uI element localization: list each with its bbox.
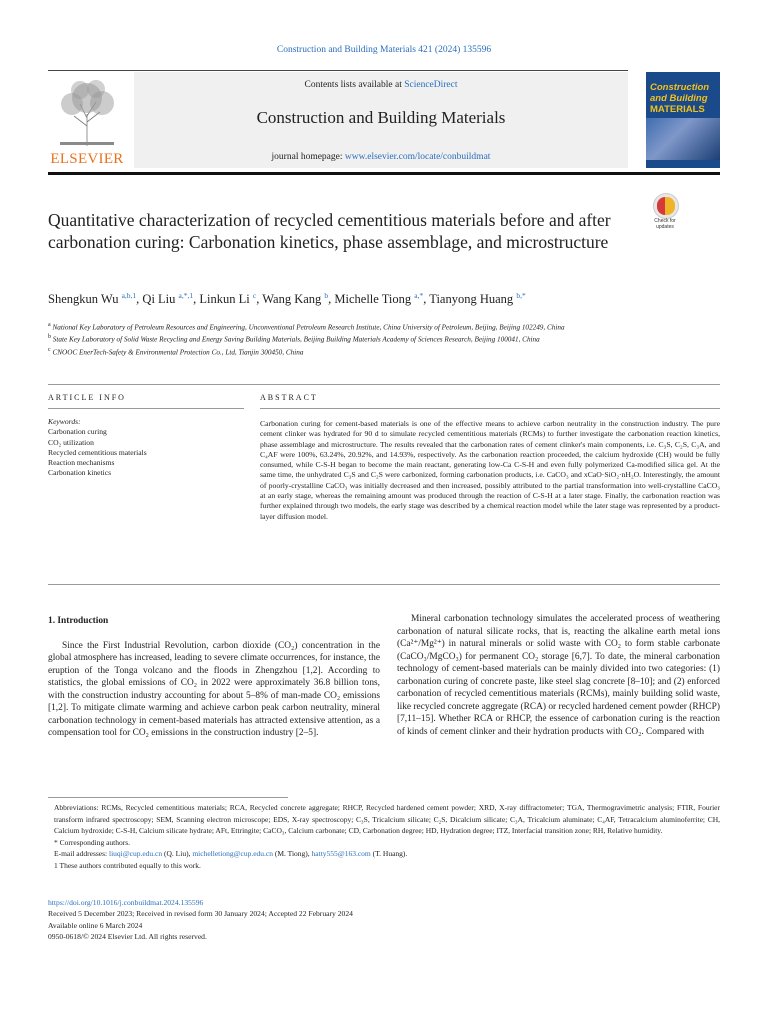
affiliation-a xyxy=(48,320,668,332)
affiliation-c xyxy=(48,345,668,357)
abbreviations-footnote: Abbreviations: RCMs, Recycled cementitious materials; RCA, Recycled concrete aggregate; RHCP, Recycled hardened cement powder; XRD, X-ray diffractometer; TGA, Thermogravimetric analysis; FTIR, Fourier transform infrared spectroscopy; SEM, Scanning electron microscope; EDS, X-ray spectroscopy; C₃S, Tricalcium silicate; C₂S, Dicalcium silicate; C₃A, Tricalcium aluminate; C₄AF, Tetracalcium aluminoferrite; CH, Calcium hydroxide; C-S-H, Calcium silicate hydrate; AFt, Ettringite; CaCO₃, Calcium carbonate; CD, Carbonation degree; HD, Hydration degree; ITZ, Interfacial transition zone; RH, Relative humidity. xyxy=(54,803,720,836)
corresponding-author-note: * Corresponding authors. xyxy=(54,837,131,847)
abstract-text: Carbonation curing for cement-based materials is one of the effective means to achieve carbon neutrality in the construction industry. The pure cement clinker was hydrated for 90 d to simulate recycled cementitious materials (RCMs) to further investigate the carbonation reaction kinetics, phase assemblage and microstructure. The results revealed that the carbonation rates of cement clinker's main components, i.e. C₃S, C₂S, C₃A, and C₄AF were 100%, 63.24%, 20.92%, and 14.93%, respectively. As the carbonation reaction proceeded, the calcium hydroxide (CH) would be fully consumed, while C-S-H began to become the main reactant, generating low-Ca C-S-H and even fully polymerized Ca-modified silica gel. At the same time, the unhydrated C₃S and C₂S were carbonized, forming carbonation products, i.e. CaCO₃ and xCaO·SiO₂·nH₂O. Interestingly, the amount of poorly-crystalline CaCO₃ was initially decreased and then increased, possibly attributed to the partial transformation into well-crystalline CaCO₃ at an early stage, whereas the remaining amount was produced through the reaction of C-S-H at a later stage. Finally, the carbonation reaction was further explained through two models, the early stage was described by a chemical reaction model while the later stage was represented by a product-layer diffusion model. xyxy=(260,419,720,521)
footnotes xyxy=(48,802,720,872)
author-2[interactable] xyxy=(142,292,193,306)
cover-title-line-2: and Building xyxy=(650,93,708,104)
abstract-heading: ABSTRACT xyxy=(260,393,318,402)
author-name: Qi Liu xyxy=(142,292,176,307)
check-for-updates-button[interactable] xyxy=(648,193,682,233)
header-top-rule xyxy=(48,70,628,71)
elsevier-tree-icon xyxy=(52,76,122,148)
email-link-tiong[interactable]: michelletiong@cup.edu.cn xyxy=(192,849,273,859)
copyright-notice: 0950-0618/© 2024 Elsevier Ltd. All rights reserved. xyxy=(48,931,207,941)
body-column-left xyxy=(48,615,380,740)
affiliation-marker: a xyxy=(48,322,51,328)
author-3[interactable] xyxy=(199,292,256,306)
check-updates-icon xyxy=(653,193,679,219)
author-4[interactable] xyxy=(262,292,328,306)
author-5[interactable] xyxy=(334,292,423,306)
cover-artwork xyxy=(646,118,720,160)
section-rule xyxy=(48,384,720,385)
journal-cover-image[interactable] xyxy=(646,72,720,168)
keyword-item[interactable]: Recycled cementitious materials xyxy=(48,447,147,457)
affiliation-text: CNOOC EnerTech-Safety & Environmental Protection Co., Ltd, Tianjin 300450, China xyxy=(52,348,304,357)
affiliation-text: State Key Laboratory of Solid Waste Recycling and Energy Saving Building Materials, Beijing Building Materials Academy of Sciences Research, Beijing 100041, China xyxy=(52,335,540,344)
affiliation-text: National Key Laboratory of Petroleum Resources and Engineering, Unconventional Petroleum Research Institute, China University of Petroleum, Beijing, Beijing 102249, China xyxy=(52,323,565,332)
author-name: Wang Kang xyxy=(262,292,322,307)
author-affiliation-marker[interactable]: a,* xyxy=(414,291,424,300)
author-list: Shengkun Wu $^{a,b,1}$, Qi Liu $^{a,*,1}$, Linkun Li $^c$, Wang Kang $^b$, Michelle Tiong $^{a,*}$, Tianyong Huang $^{b,*}$ xyxy=(48,291,526,307)
keyword-item[interactable]: Carbonation curing xyxy=(48,427,107,437)
section-heading-introduction: 1. Introduction xyxy=(48,616,109,626)
author-name: Linkun Li xyxy=(199,292,250,307)
email-owner: (Q. Liu), xyxy=(162,849,193,859)
affiliation-list xyxy=(48,320,668,357)
email-link-liu[interactable]: liuqi@cup.edu.cn xyxy=(108,849,163,859)
author-affiliation-marker[interactable]: b,* xyxy=(516,291,526,300)
contents-line xyxy=(134,80,628,90)
sciencedirect-link[interactable]: ScienceDirect xyxy=(404,80,458,90)
affiliation-marker: b xyxy=(48,334,51,341)
keywords-label: Keywords: xyxy=(48,417,81,426)
contents-prefix: Contents lists available at xyxy=(304,80,405,90)
intro-paragraph-1: Since the First Industrial Revolution, carbon dioxide (CO₂) concentration in the global atmosphere has increased, leading to severe climate occurrences, for instance, the eruption of the Tonga volcano and the floods in Zhengzhou [1,2]. According to statistics, the global emissions of CO₂ in 2022 were approximately 36.8 billion tons, with the construction industry accounting for about 5–8% of man-made CO₂ emissions [1,2]. To mitigate climate warming and achieve carbon peak carbon neutrality, mineral carbonation technology in cement-based materials has attracted extensive attention, as a compensation tool for CO₂ emissions in the construction industry [2–5]. xyxy=(48,640,380,738)
keyword-item[interactable]: CO₂ utilization xyxy=(48,437,94,447)
author-affiliation-marker[interactable]: a,*,1 xyxy=(178,291,194,300)
affiliation-b xyxy=(48,332,668,344)
publisher-name: ELSEVIER xyxy=(50,151,124,167)
publication-info xyxy=(48,897,648,942)
cover-title-line-3: MATERIALS xyxy=(650,104,705,115)
article-info-rule xyxy=(48,408,244,409)
doi-link[interactable]: https://doi.org/10.1016/j.conbuildmat.2024.135596 xyxy=(48,898,204,907)
keywords-list xyxy=(48,417,244,479)
article-title: Quantitative characterization of recycled cementitious materials before and after carbonation curing: Carbonation kinetics, phase assemblage, and microstructure xyxy=(48,210,611,252)
body-column-right xyxy=(397,613,720,738)
journal-header xyxy=(48,70,720,172)
abstract-rule xyxy=(260,408,720,409)
cover-title-line-1: Construction xyxy=(650,82,710,93)
author-name: Shengkun Wu xyxy=(48,292,119,307)
homepage-line xyxy=(134,152,628,162)
affiliation-marker: c xyxy=(48,346,51,353)
available-online-date: Available online 6 March 2024 xyxy=(48,920,143,930)
footnote-rule xyxy=(48,797,288,798)
email-label: E-mail addresses: xyxy=(54,849,109,859)
journal-title: Construction and Building Materials xyxy=(256,108,506,127)
author-1[interactable] xyxy=(48,292,136,306)
abstract-bottom-rule xyxy=(48,584,720,585)
author-6[interactable] xyxy=(429,292,525,306)
elsevier-logo[interactable] xyxy=(48,76,126,168)
received-dates: Received 5 December 2023; Received in revised form 30 January 2024; Accepted 22 February 2024 xyxy=(48,909,353,919)
author-name: Tianyong Huang xyxy=(429,292,514,307)
author-affiliation-marker[interactable]: a,b,1 xyxy=(121,291,137,300)
author-affiliation-marker[interactable]: c xyxy=(252,291,257,300)
intro-paragraph-2: Mineral carbonation technology simulates the accelerated process of weathering carbonation of natural silicate rocks, that is, reacting the alkaline earth metal ions (Ca²⁺/Mg²⁺) in natural minerals or solid waste with CO₂ to form stable carbonate (CaCO₃/MgCO₃) for permanent CO₂ storage [6,7]. To date, the mineral carbonation technology of cement-based materials can be mainly divided into two categories: (1) carbonation curing of concrete paste, like steel slag concrete [8–10]; and (2) enforced carbonation of recycled cementitious materials (RCMs), mainly building solid waste, like recycled concrete aggregate (RCA) or recycled hardened cement powder (RHCP) [7,11–15]. Whether RCA or RHCP, the essence of carbonation curing is the reaction of kinds of cement clinker and their hydration products with CO₂. Compared with xyxy=(397,614,720,737)
equal-contribution-note: 1 These authors contributed equally to this work. xyxy=(54,860,201,870)
keyword-item[interactable]: Reaction mechanisms xyxy=(48,458,115,468)
check-updates-label: Check for updates xyxy=(654,218,676,230)
author-name: Michelle Tiong xyxy=(334,292,412,307)
cover-title xyxy=(650,82,716,115)
email-owner: (T. Huang). xyxy=(370,849,408,859)
email-footnote xyxy=(48,848,720,860)
masthead-box xyxy=(134,72,628,168)
article-info-heading: ARTICLE INFO xyxy=(48,393,126,402)
author-affiliation-marker[interactable]: b xyxy=(324,291,329,300)
journal-reference-link[interactable]: Construction and Building Materials 421 (2024) 135596 xyxy=(276,45,492,55)
header-bottom-rule xyxy=(48,172,720,175)
email-owner: (M. Tiong), xyxy=(272,849,312,859)
homepage-prefix: journal homepage: xyxy=(271,152,345,162)
journal-homepage-link[interactable]: www.elsevier.com/locate/conbuildmat xyxy=(344,152,491,162)
keyword-item[interactable]: Carbonation kinetics xyxy=(48,468,112,478)
email-link-huang[interactable]: hatty555@163.com xyxy=(311,849,371,859)
